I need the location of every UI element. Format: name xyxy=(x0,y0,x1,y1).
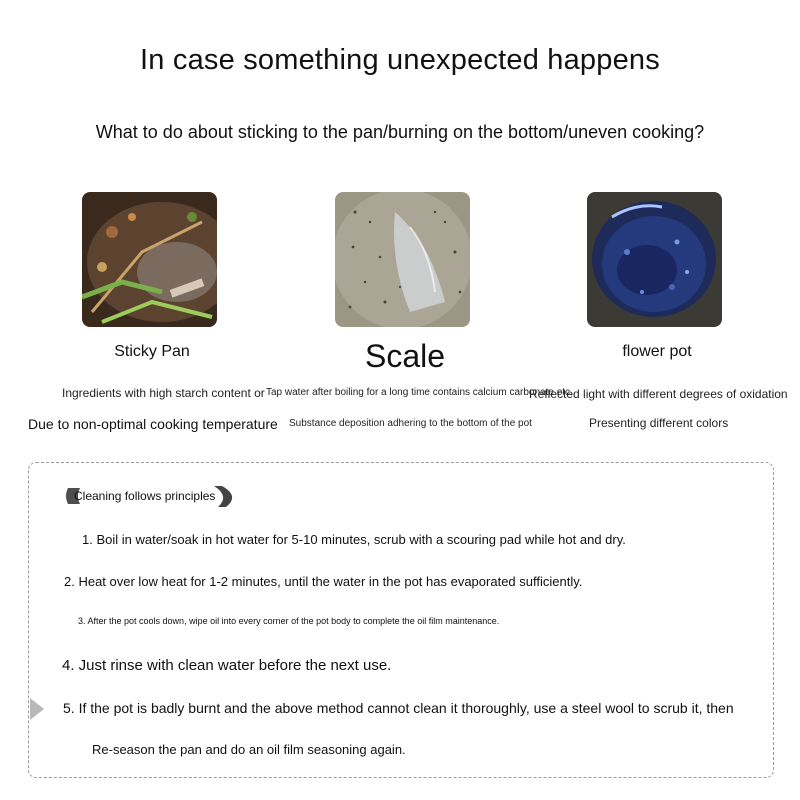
flower-pot-note-2: Presenting different colors xyxy=(589,416,729,430)
brush-stroke-icon xyxy=(214,486,232,507)
flower-pot-note-1: Reflected light with different degrees of oxidation xyxy=(529,387,788,401)
flower-pot-image xyxy=(587,192,722,327)
cleaning-step: Re-season the pan and do an oil film seasoning again. xyxy=(92,742,406,757)
scale-note-1: Tap water after boiling for a long time contains calcium carbonate etc. xyxy=(266,387,573,398)
triangle-right-icon xyxy=(28,696,46,722)
page-subtitle: What to do about sticking to the pan/burning on the bottom/uneven cooking? xyxy=(95,122,705,142)
page-title: In case something unexpected happens xyxy=(140,44,660,76)
cleaning-step: 3. After the pot cools down, wipe oil into every corner of the pot body to complete the oil film maintenance. xyxy=(78,616,500,626)
scale-image xyxy=(335,192,470,327)
cleaning-step: 4. Just rinse with clean water before the next use. xyxy=(62,657,392,674)
cleaning-step: 1. Boil in water/soak in hot water for 5-10 minutes, scrub with a scouring pad while hot and dry. xyxy=(82,532,626,547)
scale-note-2: Substance deposition adhering to the bottom of the pot xyxy=(289,418,532,429)
caption-flower-pot: flower pot xyxy=(622,343,692,360)
cleaning-label: Cleaning follows principles xyxy=(74,489,216,503)
sticky-pan-note-2: Due to non-optimal cooking temperature xyxy=(28,416,278,432)
cleaning-label-badge xyxy=(62,482,240,510)
sticky-pan-image xyxy=(82,192,217,327)
cleaning-step: 2. Heat over low heat for 1-2 minutes, until the water in the pot has evaporated sufficiently. xyxy=(64,574,583,589)
caption-scale: Scale xyxy=(364,338,446,374)
cleaning-step: 5. If the pot is badly burnt and the above method cannot clean it thoroughly, use a steel wool to scrub it, then xyxy=(63,700,734,716)
caption-sticky-pan: Sticky Pan xyxy=(114,343,190,360)
sticky-pan-note-1: Ingredients with high starch content or xyxy=(62,386,265,400)
